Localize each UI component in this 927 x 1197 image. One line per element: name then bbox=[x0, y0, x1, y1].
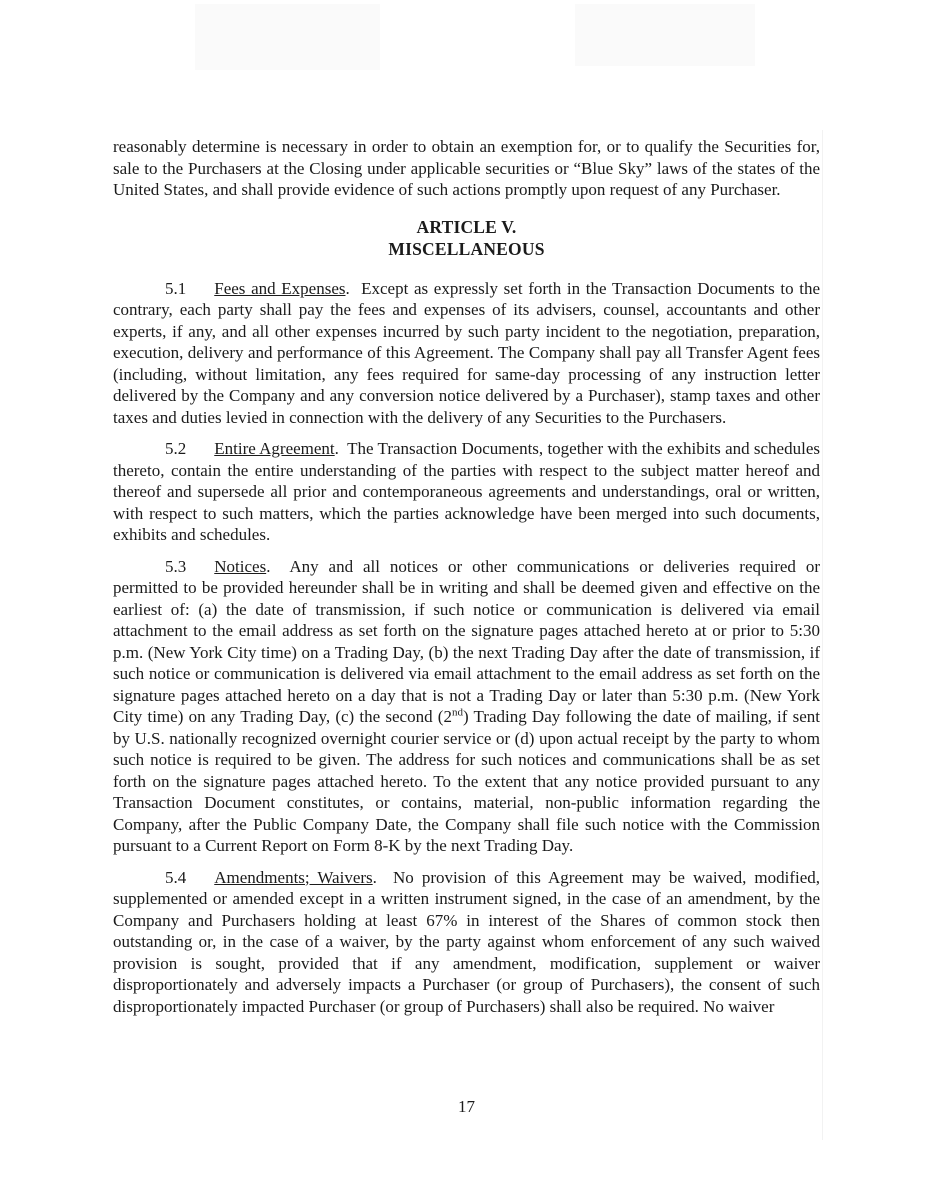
section-number: 5.1 bbox=[165, 278, 187, 298]
article-heading bbox=[113, 216, 820, 260]
document-content bbox=[113, 136, 820, 1027]
section-title: Amendments; Waivers bbox=[214, 867, 373, 887]
paragraph-continuation: reasonably determine is necessary in order to obtain an exemption for, or to qualify the Securities for, sale to the Purchasers at the Closing under applicable securities or “Blue Sky” laws of the states of the United States, and shall provide evidence of such actions promptly upon request of any Purchaser. bbox=[113, 137, 820, 199]
section-paragraph: 5.3 Notices. Any and all notices or other communications or deliveries required or permitted to be provided hereunder shall be in writing and shall be deemed given and effective on the earliest of: (a) the date of transmission, if such notice or communication is delivered via email attachment to the email address as set forth on the signature pages attached hereto at or prior to 5:30 p.m. (New York City time) on a Trading Day, (b) the next Trading Day after the date of transmission, if such notice or communication is delivered via email attachment to the email address as set forth on the signature pages attached hereto on a day that is not a Trading Day or later than 5:30 p.m. (New York City time) on any Trading Day, (c) the second (2nd) Trading Day following the date of mailing, if sent by U.S. nationally recognized overnight courier service or (d) upon actual receipt by the party to whom such notice is required to be given. The address for such notices and communications shall be as set forth on the signature pages attached hereto. To the extent that any notice provided pursuant to any Transaction Document constitutes, or contains, material, non-public information regarding the Company, after the Public Company Date, the Company shall file such notice with the Commission pursuant to a Current Report on Form 8-K by the next Trading Day. bbox=[113, 556, 821, 855]
article-subtitle: MISCELLANEOUS bbox=[388, 238, 545, 259]
article-title: ARTICLE V. bbox=[416, 216, 517, 237]
section-number: 5.4 bbox=[165, 867, 187, 887]
scan-artifact-top-right bbox=[575, 4, 755, 66]
section-paragraph: 5.2 Entire Agreement. The Transaction Documents, together with the exhibits and schedules thereto, contain the entire understanding of the parties with respect to the subject matter hereof and thereof and supersede all prior and contemporaneous agreements and understandings, oral or written, with respect to such matters, which the parties acknowledge have been merged into such documents, exhibits and schedules. bbox=[113, 439, 820, 544]
section-number: 5.3 bbox=[165, 556, 187, 576]
ordinal-superscript: nd bbox=[451, 706, 463, 719]
section-title: Fees and Expenses bbox=[214, 278, 346, 298]
section-paragraph: 5.4 Amendments; Waivers. No provision of this Agreement may be waived, modified, supplemented or amended except in a written instrument signed, in the case of an amendment, by the Company and Purchasers holding at least 67% in interest of the Shares of common stock then outstanding or, in the case of a waiver, by the party against whom enforcement of any such waived provision is sought, provided that if any amendment, modification, supplement or waiver disproportionately and adversely impacts a Purchaser (or group of Purchasers), the consent of such disproportionately impacted Purchaser (or group of Purchasers) shall also be required. No waiver bbox=[113, 867, 821, 1016]
page-footer bbox=[113, 1097, 820, 1117]
scan-artifact-right-line bbox=[822, 130, 823, 1140]
section-number: 5.2 bbox=[165, 439, 187, 458]
section-paragraph: 5.1 Fees and Expenses. Except as expressly set forth in the Transaction Documents to the contrary, each party shall pay the fees and expenses of its advisers, counsel, accountants and other experts, if any, and all other expenses incurred by such party incident to the negotiation, preparation, execution, delivery and performance of this Agreement. The Company shall pay all Transfer Agent fees (including, without limitation, any fees required for same-day processing of any instruction letter delivered by the Company and any conversion notice delivered by a Purchaser), stamp taxes and other taxes and duties levied in connection with the delivery of any Securities to the Purchasers. bbox=[113, 278, 821, 427]
page-number: 17 bbox=[458, 1097, 475, 1116]
section-title: Entire Agreement bbox=[214, 439, 335, 458]
section-title: Notices bbox=[214, 556, 267, 576]
scan-artifact-top-left bbox=[195, 4, 380, 70]
sections-container bbox=[113, 278, 820, 1018]
